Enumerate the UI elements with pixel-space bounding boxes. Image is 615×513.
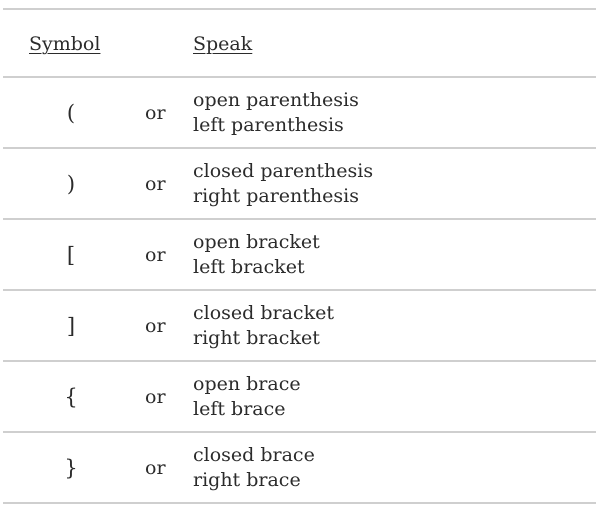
speak-primary: open bracket (193, 230, 320, 253)
table-row (3, 433, 596, 502)
connector-cell: or (145, 456, 166, 479)
symbol-cell: } (64, 455, 78, 480)
speak-primary: closed parenthesis (193, 159, 374, 182)
speak-alternate: left parenthesis (193, 113, 344, 136)
column-header-speak: Speak (193, 33, 253, 55)
symbol-cell: [ (66, 242, 76, 267)
symbol-cell: ( (66, 100, 76, 125)
speak-cell (193, 291, 334, 360)
column-header-symbol: Symbol (29, 33, 101, 55)
speak-primary: open parenthesis (193, 88, 359, 111)
speak-cell (193, 362, 301, 431)
speak-cell (193, 220, 320, 289)
connector-cell: or (145, 172, 166, 195)
speak-alternate: right parenthesis (193, 184, 359, 207)
speak-primary: closed bracket (193, 301, 334, 324)
speak-alternate: right bracket (193, 326, 320, 349)
speak-cell (193, 433, 315, 502)
speak-alternate: left brace (193, 397, 286, 420)
table-row (3, 149, 596, 218)
speak-primary: closed brace (193, 443, 315, 466)
speak-primary: open brace (193, 372, 301, 395)
symbol-speak-table (3, 8, 596, 504)
table-header (3, 10, 596, 76)
speak-alternate: left bracket (193, 255, 305, 278)
connector-cell: or (145, 314, 166, 337)
table-row (3, 291, 596, 360)
table-row (3, 78, 596, 147)
connector-cell: or (145, 243, 166, 266)
symbol-cell: ) (66, 171, 76, 196)
speak-cell (193, 78, 359, 147)
table-rule (3, 502, 596, 504)
speak-alternate: right brace (193, 468, 301, 491)
symbol-cell: { (64, 384, 78, 409)
table-row (3, 362, 596, 431)
connector-cell: or (145, 385, 166, 408)
symbol-cell: ] (66, 313, 76, 338)
speak-cell (193, 149, 373, 218)
connector-cell: or (145, 101, 166, 124)
table-row (3, 220, 596, 289)
